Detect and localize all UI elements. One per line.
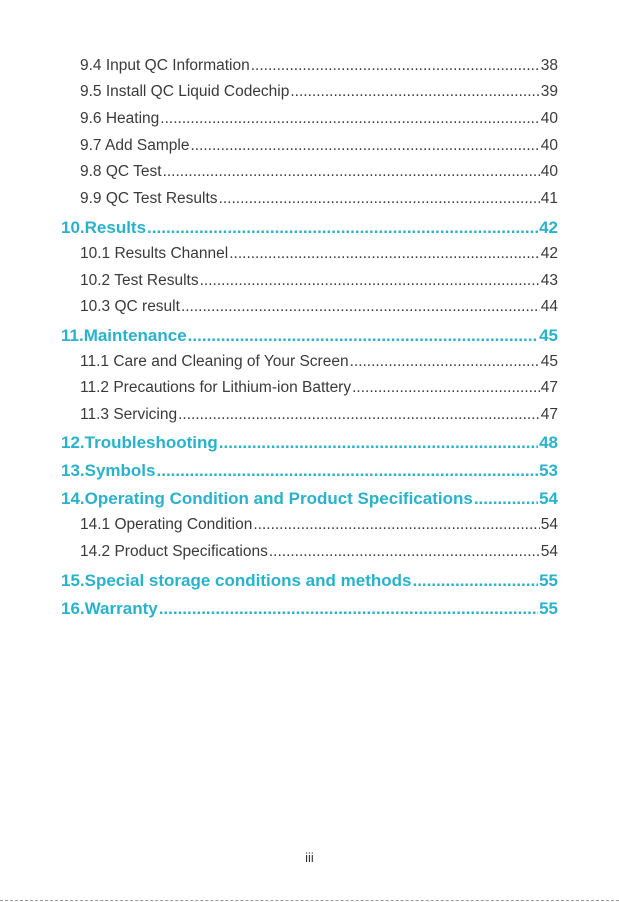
toc-leader-dots [178, 406, 540, 424]
toc-leader-dots [147, 218, 538, 238]
toc-section-entry[interactable] [80, 137, 558, 155]
toc-entry-page: 38 [540, 57, 558, 74]
toc-entry-page: 54 [540, 543, 558, 560]
toc-section-entry[interactable] [80, 543, 558, 561]
toc-entry-title: 9.7 Add Sample [80, 137, 190, 154]
toc-leader-dots [352, 379, 540, 397]
toc-entry-title: 9.6 Heating [80, 110, 160, 127]
toc-entry-page: 47 [540, 379, 558, 396]
crop-line [0, 900, 619, 901]
toc-entry-title: 14.Operating Condition and Product Specifications [61, 489, 473, 508]
toc-chapter-entry[interactable] [61, 326, 558, 346]
toc-entry-page: 42 [540, 245, 558, 262]
toc-section-entry[interactable] [80, 57, 558, 75]
toc-entry-title: 14.2 Product Specifications [80, 543, 268, 560]
toc-entry-page: 41 [540, 190, 558, 207]
toc-entry-title: 10.1 Results Channel [80, 245, 229, 262]
toc-chapter-entry[interactable] [61, 571, 558, 591]
toc-section-entry[interactable] [80, 516, 558, 534]
toc-entry-page: 45 [540, 353, 558, 370]
toc-chapter-entry[interactable] [61, 218, 558, 238]
toc-entry-page: 43 [540, 272, 558, 289]
toc-entry-page: 55 [539, 599, 558, 618]
toc-entry-title: 9.4 Input QC Information [80, 57, 250, 74]
toc-entry-page: 47 [540, 406, 558, 423]
toc-leader-dots [412, 571, 538, 591]
toc-entry-title: 11.1 Care and Cleaning of Your Screen [80, 353, 349, 370]
toc-entry-page: 45 [539, 326, 558, 345]
toc-entry-page: 54 [539, 489, 558, 508]
toc-entry-page: 55 [539, 571, 558, 590]
toc-entry-page: 40 [540, 163, 558, 180]
toc-entry-page: 40 [540, 137, 558, 154]
toc-section-entry[interactable] [80, 272, 558, 290]
toc-entry-title: 10.3 QC result [80, 298, 180, 315]
toc-leader-dots [188, 326, 538, 346]
toc-leader-dots [181, 298, 540, 316]
toc-leader-dots [269, 543, 540, 561]
toc-entry-page: 48 [539, 433, 558, 452]
toc-section-entry[interactable] [80, 353, 558, 371]
toc-entry-title: 11.2 Precautions for Lithium-ion Battery [80, 379, 352, 396]
toc-entry-page: 54 [540, 516, 558, 533]
toc-entry-title: 11.3 Servicing [80, 406, 178, 423]
toc-section-entry[interactable] [80, 163, 558, 181]
toc-entry-title: 13.Symbols [61, 461, 156, 480]
toc-entry-page: 39 [540, 83, 558, 100]
toc-entry-title: 15.Special storage conditions and methods [61, 571, 412, 590]
toc-leader-dots [229, 245, 540, 263]
toc-entry-title: 14.1 Operating Condition [80, 516, 253, 533]
toc-entry-page: 42 [539, 218, 558, 237]
toc-entry-page: 44 [540, 298, 558, 315]
toc-leader-dots [219, 190, 540, 208]
toc-entry-title: 10.2 Test Results [80, 272, 199, 289]
toc-entry-title: 9.9 QC Test Results [80, 190, 218, 207]
toc-entry-title: 10.Results [61, 218, 147, 237]
toc-section-entry[interactable] [80, 379, 558, 397]
toc-section-entry[interactable] [80, 83, 558, 101]
toc-section-entry[interactable] [80, 406, 558, 424]
toc-section-entry[interactable] [80, 298, 558, 316]
toc-leader-dots [219, 433, 538, 453]
toc-leader-dots [160, 110, 539, 128]
toc-entry-title: 16.Warranty [61, 599, 158, 618]
toc-entry-page: 53 [539, 461, 558, 480]
toc-entry-title: 9.8 QC Test [80, 163, 162, 180]
toc-section-entry[interactable] [80, 110, 558, 128]
toc-entry-page: 40 [540, 110, 558, 127]
toc-leader-dots [190, 137, 539, 155]
toc-chapter-entry[interactable] [61, 433, 558, 453]
toc-leader-dots [157, 461, 539, 481]
toc-section-entry[interactable] [80, 245, 558, 263]
toc-leader-dots [253, 516, 539, 534]
toc-entry-title: 12.Troubleshooting [61, 433, 218, 452]
toc-section-entry[interactable] [80, 190, 558, 208]
toc-leader-dots [159, 599, 538, 619]
toc-entry-title: 9.5 Install QC Liquid Codechip [80, 83, 290, 100]
toc-chapter-entry[interactable] [61, 599, 558, 619]
toc-leader-dots [474, 489, 538, 509]
toc-leader-dots [163, 163, 540, 181]
toc-chapter-entry[interactable] [61, 461, 558, 481]
toc-leader-dots [200, 272, 540, 290]
toc-leader-dots [350, 353, 540, 371]
page-number: iii [305, 850, 314, 865]
toc-leader-dots [251, 57, 540, 75]
toc-chapter-entry[interactable] [61, 489, 558, 509]
toc-leader-dots [290, 83, 539, 101]
toc-entry-title: 11.Maintenance [61, 326, 187, 345]
